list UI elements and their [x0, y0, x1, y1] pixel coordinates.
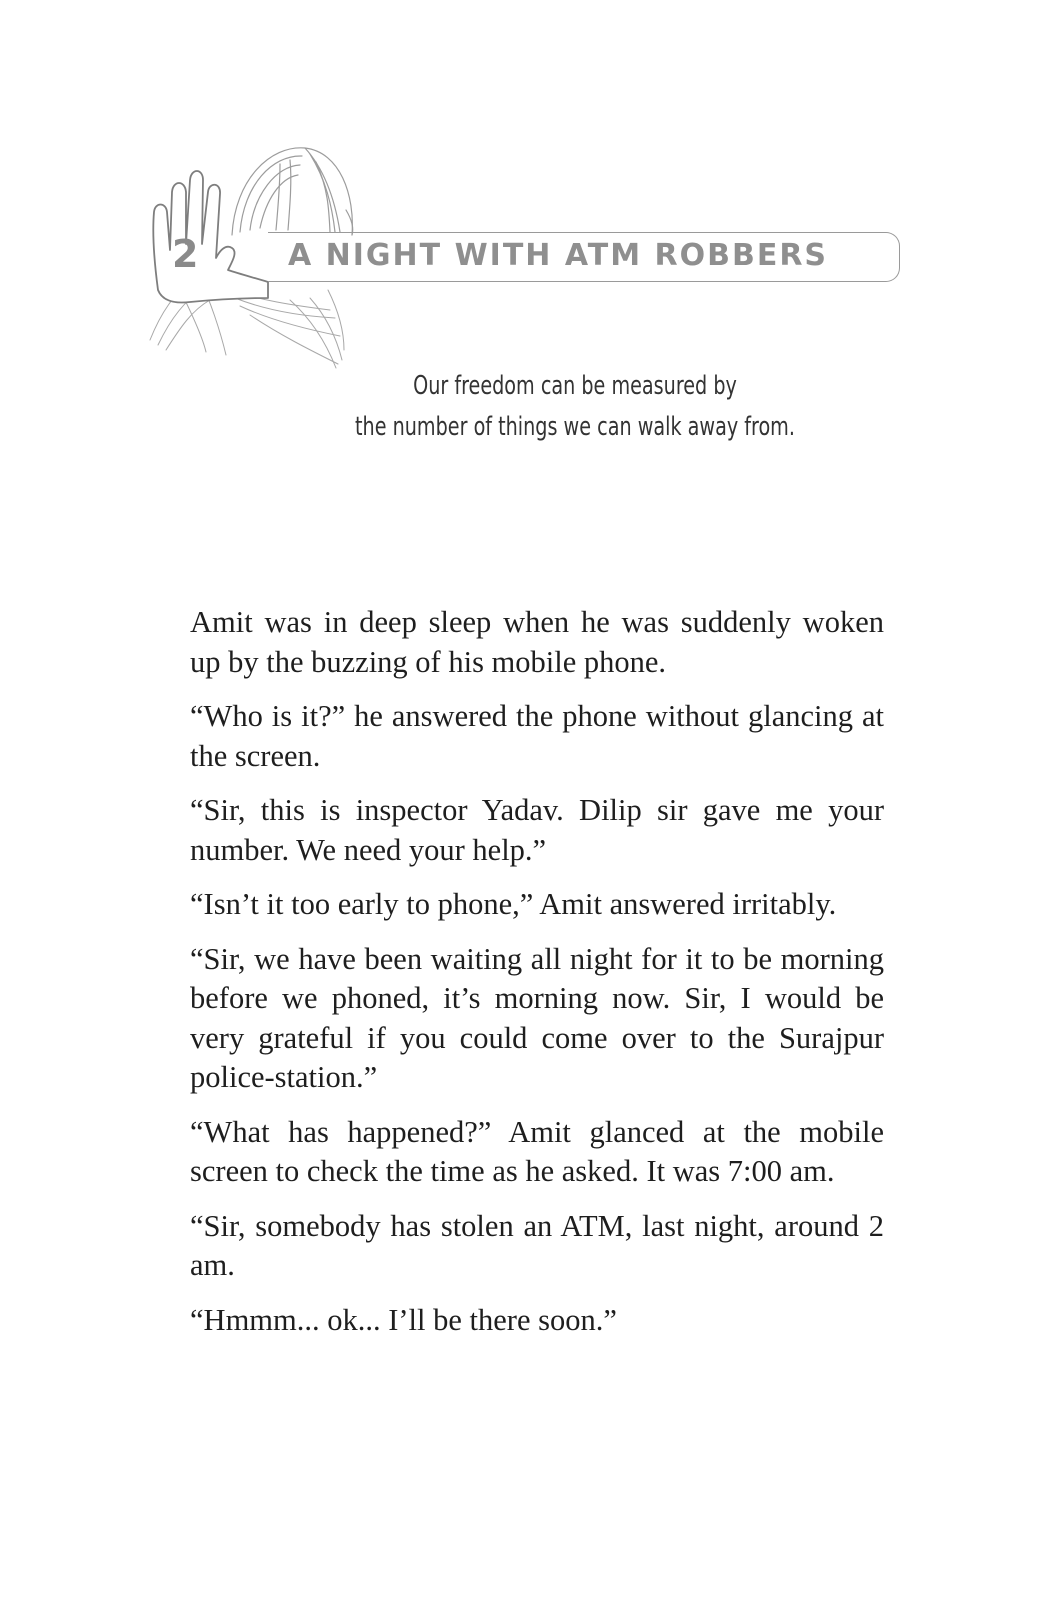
paragraph: “Who is it?” he answered the phone without glancing at the screen. — [190, 699, 884, 773]
epigraph-line: the number of things we can walk away from. — [355, 412, 795, 442]
paragraph: “Hmmm... ok... I’ll be there soon.” — [190, 1302, 617, 1337]
paragraph: “What has happened?” Amit glanced at the mobile screen to check the time as he asked. It was 7:00 am. — [190, 1114, 884, 1188]
chapter-number: 2 — [172, 232, 200, 276]
chapter-body — [190, 603, 884, 1355]
paragraph: “Sir, we have been waiting all night for it to be morning before we phoned, it’s morning now. Sir, I would be very grateful if you could come over to the Surajpur police-station.” — [190, 941, 884, 1094]
paragraph: “Sir, somebody has stolen an ATM, last night, around 2 am. — [190, 1208, 884, 1282]
chapter-header — [140, 140, 920, 380]
paragraph: “Isn’t it too early to phone,” Amit answered irritably. — [190, 887, 837, 921]
paragraph: “Sir, this is inspector Yadav. Dilip sir gave me your number. We need your help.” — [190, 793, 884, 867]
paragraph: Amit was in deep sleep when he was suddenly woken up by the buzzing of his mobile phone. — [190, 605, 884, 679]
epigraph-line: Our freedom can be measured by — [413, 371, 737, 401]
epigraph-quote — [309, 366, 842, 448]
chapter-title: A NIGHT WITH ATM ROBBERS — [288, 238, 829, 273]
